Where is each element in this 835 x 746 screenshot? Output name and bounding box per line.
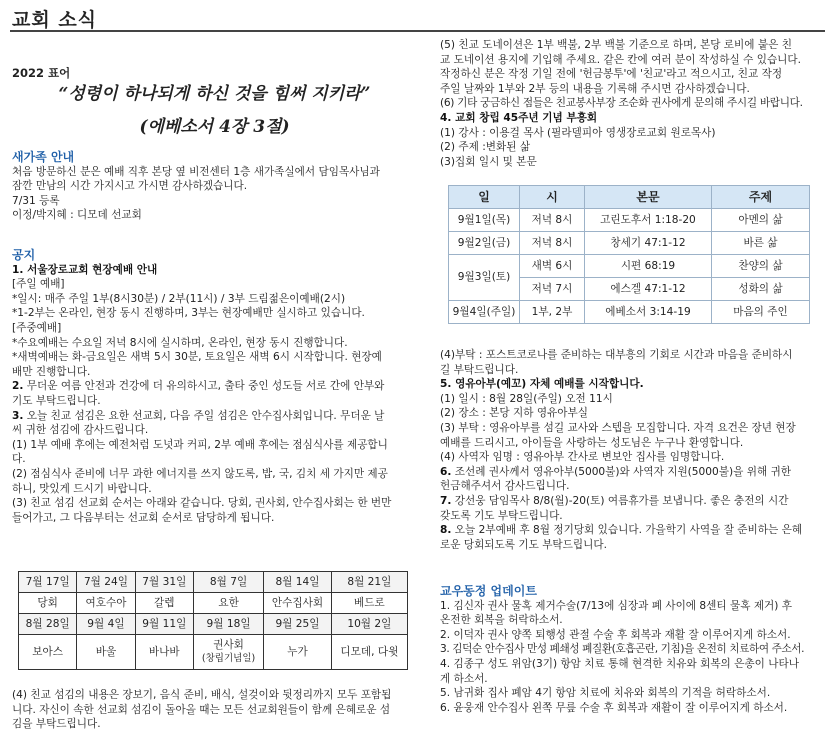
table-cell: 에스겔 47:1-12 [585,278,712,301]
table-cell: 성화의 삶 [712,278,810,301]
table-cell: 9월 4일 [77,614,135,635]
notice-line: (3) 친교 섬김 선교회 순서는 아래와 같습니다. 당회, 권사회, 안수집사회는 한 번만 [12,497,392,510]
notice-line: (3)집회 일시 및 본문 [440,155,537,168]
table-cell: 시편 68:19 [585,255,712,278]
notice-line: 김을 부탁드립니다. [12,718,101,731]
table-row [19,593,408,614]
newcomer-line: 잠깐 만남의 시간 가지시고 가시면 감사하겠습니다. [12,180,248,193]
newcomer-line: 처음 방문하신 분은 예배 직후 본당 옆 비전센터 1층 새가족실에서 담임목사님과 [12,165,380,178]
notice-item-title: 5. 영유아부(예꼬) 자체 예배를 시작합니다. [440,378,644,391]
table-row [449,232,810,255]
table-cell: 요한 [193,593,263,614]
table-cell: 베드로 [331,593,407,614]
page-header [10,4,825,32]
notice-section-right [440,348,825,552]
notice-line: 들어가고, 그 다음부터는 선교회 순서로 담당하게 됩니다. [12,511,275,524]
notice-item [12,379,417,394]
table-row [449,209,810,232]
notice-item-title: 4. 교회 창립 45주년 기념 부흥회 [440,111,598,124]
updates-heading: 교우동정 업데이트 [440,584,537,598]
table-cell: 찬양의 삶 [712,255,810,278]
notice-line: 니다. 자신이 속한 선교회 섬김이 돌아올 때는 모든 선교회원들이 함께 은혜로운 섬 [12,703,391,716]
notice-line: (2) 장소 : 본당 지하 영유아부실 [440,407,588,420]
column-header: 주제 [712,186,810,209]
update-line: 1. 김신자 권사 물혹 제거수술(7/13에 심장과 폐 사이에 8센티 물혹 제거) 후 [440,599,793,612]
table-cell: 9월 11일 [135,614,193,635]
table-cell: 보아스 [19,635,77,670]
notice-item [440,465,825,480]
notice-line: (5) 친교 도네이션은 1부 백불, 2부 백불 기준으로 하며, 본당 로비에 붙은 친 [440,39,792,51]
newcomer-heading: 새가족 안내 [12,150,75,164]
table-cell: 여호수아 [77,593,135,614]
serve-schedule [12,571,408,670]
notice-line: 교 도네이션 용지에 기입해 주세요. 같은 칸에 여러 분이 작성하실 수 있습니다. [440,53,802,66]
table-row [19,635,408,670]
update-line: 6. 윤웅재 안수집사 왼쪽 무릎 수술 후 회복과 재활이 잘 이루어지게 하소서. [440,701,788,714]
notice-section [12,248,417,525]
table-cell: 9월1일(목) [449,209,520,232]
table-row [19,614,408,635]
table-cell: 바울 [77,635,135,670]
update-line: 5. 남귀화 집사 폐암 4기 항암 치료에 치유와 회복의 기적을 허락하소서. [440,687,771,700]
notice-number: 6. [440,465,452,478]
table-cell: 저녁 8시 [520,209,585,232]
table-cell: 9월4일(주일) [449,301,520,324]
update-line: 게 하소서. [440,672,488,685]
notice-line: *수요예배는 수요일 저녁 8시에 실시하며, 온라인, 현장 동시 진행합니다. [12,336,348,349]
column-header: 본문 [585,186,712,209]
notice-item-title: 1. 서울장로교회 현장예배 안내 [12,263,158,276]
notice-line: 배만 진행합니다. [12,365,91,378]
table-cell: 바른 삶 [712,232,810,255]
table-cell: 새벽 6시 [520,255,585,278]
table-cell: 7월 17일 [19,572,77,593]
notice-line: 길 부탁드립니다. [440,363,519,376]
theme-reference: (에베소서 4장 3절) [139,117,290,137]
member-updates [440,584,825,715]
notice-item [440,523,825,538]
notice-line: 조선례 권사께서 영유아부(5000불)와 사역자 지원(5000불)을 위해 귀한 [451,465,792,478]
notice-line: (6) 기타 궁금하신 점들은 친교봉사부장 조순화 권사에게 문의해 주시길 바랍니다. [440,97,803,110]
table-cell: 8월 21일 [331,572,407,593]
notice-line: (1) 일시 : 8월 28일(주일) 오전 11시 [440,392,613,405]
notice-line: (1) 강사 : 이용걸 목사 (필라델피아 영생장로교회 원로목사) [440,126,716,139]
table-cell: 고린도후서 1:18-20 [585,209,712,232]
table-cell: 당회 [19,593,77,614]
notice-line: 헌금해주셔서 감사드립니다. [440,480,570,493]
theme-verse: “성령이 하나되게 하신 것을 힘써 지키라” [58,84,371,104]
table-cell: 갈렙 [135,593,193,614]
notice-line: (2) 점심식사 준비에 너무 과한 에너지를 쓰지 않도록, 밥, 국, 김치 세 가지만 제공 [12,467,388,480]
donation-notes [440,38,825,169]
table-cell: 마음의 주인 [712,301,810,324]
notice-line: 오늘 2부예배 후 8월 정기당회 있습니다. 가을학기 사역을 잘 준비하는 은혜 [451,524,803,537]
notice-line: 씨 귀한 섬김에 감사드립니다. [12,424,149,437]
notice-line: 다. [12,453,26,466]
table-row [19,572,408,593]
notice-line: 무더운 여름 안전과 건강에 더 유의하시고, 출타 중인 성도들 서로 간에 안부와 [23,380,385,393]
table-cell: 바나바 [135,635,193,670]
column-header: 시 [520,186,585,209]
table-cell: 저녁 7시 [520,278,585,301]
table-cell: 9월2일(금) [449,232,520,255]
notice-subheading: [주일 예배] [12,278,65,291]
table-cell: 9월 18일 [193,614,263,635]
table-cell: 8월 14일 [264,572,332,593]
notice-number: 2. [12,380,24,393]
newcomer-line: 이정/박지혜 : 디모데 선교회 [12,209,142,222]
year-label: 2022 표어 [12,66,71,80]
notice-line: 작정하신 분은 작정 기일 전에 '헌금봉투'에 '친교'라고 적으시고, 친교 작정 [440,68,783,81]
newcomer-line: 7/31 등록 [12,194,60,207]
notice-line: 로운 당회되도록 기도 부탁드립니다. [440,538,607,551]
table-cell: 9월3일(토) [449,255,520,301]
table-cell: 1부, 2부 [520,301,585,324]
table-header-row [449,186,810,209]
cell-main: 권사회 [213,639,244,651]
page-title: 교회 소식 [12,9,98,31]
notice-line: 예배를 드리시고, 아이들을 사랑하는 성도님은 누구나 환영합니다. [440,436,744,449]
column-header: 일 [449,186,520,209]
notice-line: *1-2부는 온라인, 현장 동시 진행하며, 3부는 현장예배만 실시하고 있습니다. [12,307,365,320]
notice-number: 7. [440,494,452,507]
update-line: 2. 이덕자 권사 양쪽 퇴행성 관절 수술 후 회복과 재활 잘 이루어지게 하소서. [440,628,791,641]
table-cell: 7월 31일 [135,572,193,593]
table-cell: 디모데, 다윗 [331,635,407,670]
table-cell: 에베소서 3:14-19 [585,301,712,324]
table-cell: 창세기 47:1-12 [585,232,712,255]
table-cell: 아멘의 삶 [712,209,810,232]
table-row [449,255,810,278]
notice-line: 강선웅 담임목사 8/8(월)-20(토) 여름휴가를 보냅니다. 좋은 충전의 시간 [451,494,789,507]
table-cell: 누가 [264,635,332,670]
notice-number: 8. [440,524,452,537]
update-line: 3. 김덕순 안수집사 만성 폐쇄성 폐질환(호흡곤란, 기침)을 온전히 치료하여 주소서. [440,643,805,656]
table-cell: 저녁 8시 [520,232,585,255]
table-cell: 9월 25일 [264,614,332,635]
newcomer-section [12,150,417,223]
notice-line: 오늘 친교 섬김은 요한 선교회, 다음 주일 섬김은 안수집사회입니다. 무더운 날 [23,409,385,422]
revival-schedule [440,185,810,324]
revival-table [448,185,810,324]
table-cell [193,635,263,670]
table-cell: 8월 28일 [19,614,77,635]
notice-line: (4)부탁 : 포스트코로나를 준비하는 대부흥의 기회로 시간과 마음을 준비하시 [440,349,793,361]
cell-note: (창립기념일) [201,653,256,664]
table-cell: 안수집사회 [264,593,332,614]
notice-line: (2) 주제 :변화된 삶 [440,141,531,154]
notice-line: (3) 부탁 : 영유아부를 섬길 교사와 스텝을 모집합니다. 자격 요건은 장년 현장 [440,421,796,434]
notice-subheading: [주중예배] [12,321,62,334]
notice-continued [12,688,417,732]
table-cell: 10월 2일 [331,614,407,635]
serve-table [18,571,408,670]
notice-line: 주일 날짜와 1부와 2부 등의 내용을 기록해 주시면 감사하겠습니다. [440,82,750,95]
notice-line: 기도 부탁드립니다. [12,394,101,407]
update-line: 4. 김종구 성도 위암(3기) 항암 치료 통해 현격한 치유와 회복의 은총이 나타나 [440,657,799,670]
notice-line: (4) 친교 섬김의 내용은 장보기, 음식 준비, 배식, 설겆이와 뒷정리까지 모두 포함됩 [12,689,392,701]
notice-item [12,409,417,424]
notice-line: (4) 사역자 임명 : 영유아부 간사로 변보안 집사를 임명합니다. [440,451,725,464]
table-cell: 7월 24일 [77,572,135,593]
notice-number: 3. [12,409,24,422]
notice-line: (1) 1부 예배 후에는 예전처럼 도넛과 커피, 2부 예배 후에는 점심식사를 제공합니 [12,438,388,451]
table-row [449,301,810,324]
notice-line: 갖도록 기도 부탁드립니다. [440,509,563,522]
update-line: 온전한 회복을 허락하소서. [440,614,563,627]
notice-line: 하니, 맛있게 드시기 바랍니다. [12,482,152,495]
notice-heading: 공지 [12,248,36,262]
table-cell: 8월 7일 [193,572,263,593]
notice-line: *일시: 매주 주일 1부(8시30분) / 2부(11시) / 3부 드림젊은이예배(2시) [12,292,346,305]
notice-line: *새벽예배는 화-금요일은 새벽 5시 30분, 토요일은 새벽 6시 시작합니다. 현장예 [12,351,382,364]
notice-item [440,494,825,509]
